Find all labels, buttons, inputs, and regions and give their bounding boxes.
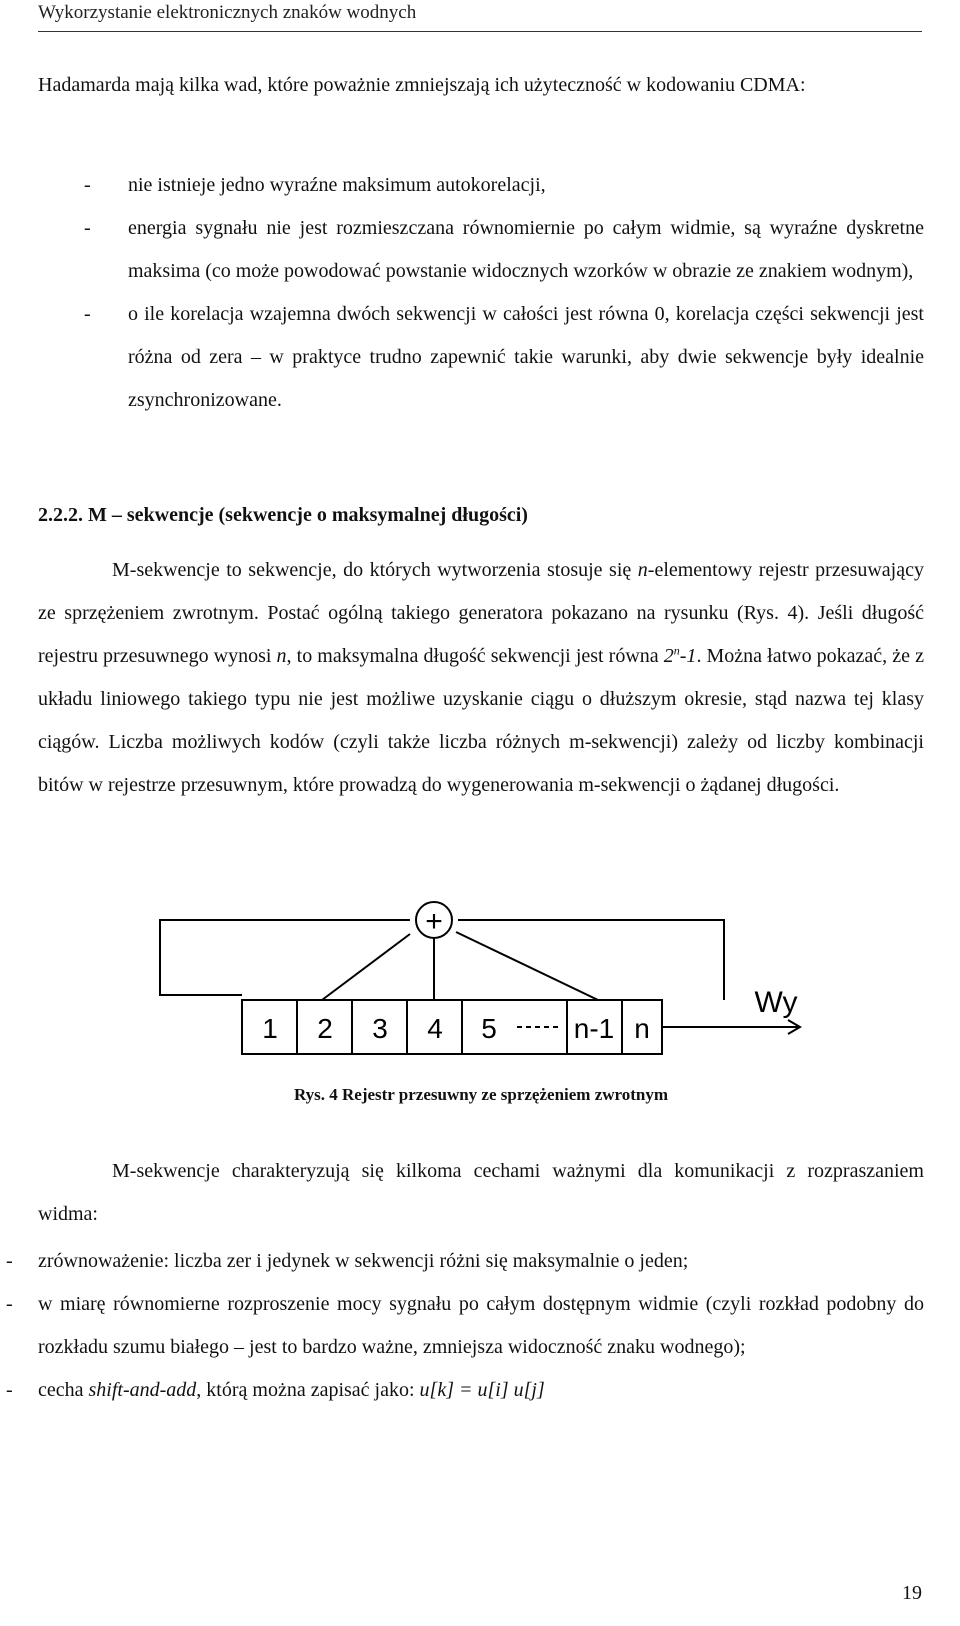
register-cell: 4: [427, 1013, 443, 1044]
drawbacks-list-wrap: [38, 164, 924, 422]
list-item-text: o ile korelacja wzajemna dwóch sekwencji w całości jest równa 0, korelacja części sekwencji jest różna od zera – w praktyce trudno zapewnić takie warunki, aby dwie sekwencje były idealnie zsynchronizowane.: [128, 303, 924, 411]
output-label: Wy: [754, 986, 798, 1019]
formula-base: 2: [663, 645, 674, 667]
tap-line: [456, 932, 598, 1000]
list-item-text: nie istnieje jedno wyraźne maksimum autokorelacji,: [128, 174, 546, 196]
formula-minus-one: -1: [679, 645, 697, 667]
list-dash: -: [6, 1250, 13, 1272]
list-dash: -: [6, 1379, 13, 1401]
list-dash: -: [84, 217, 91, 239]
adder-plus: +: [425, 905, 443, 938]
tap-line: [322, 934, 410, 1000]
feedback-line-right: [458, 920, 724, 1000]
section-paragraph: [38, 549, 924, 807]
list-item: [38, 164, 924, 207]
header-rule: [38, 31, 922, 32]
register-cell: 2: [317, 1013, 333, 1044]
text-run: . Można łatwo pokazać, że z układu liniowego takiego typu nie jest możliwe uzyskanie ciągu o dłuższym okresie, stąd nazwa tej klasy ciągów. Liczba możliwych kodów (czyli także liczba różnych m-sekwencji) zależy od liczby kombinacji bitów w rejestrze przesuwnym, które prowadzą do wygenerowania m-sekwencji o żądanej długości.: [38, 645, 924, 796]
text-run: -elementowy rejestr przesuwający ze sprzężeniem zwrotnym. Postać ogólną takiego generatora pokazano na rysunku (Rys. 4). Jeśli długość rejestru przesuwnego wynosi: [38, 559, 924, 667]
list-item: [0, 1240, 924, 1283]
formula: u[k] = u[i] u[j]: [419, 1379, 545, 1401]
page-number: 19: [902, 1582, 922, 1604]
features-section: [38, 1150, 924, 1236]
register-cell: 3: [372, 1013, 388, 1044]
features-intro: M-sekwencje charakteryzują się kilkoma cechami ważnymi dla komunikacji z rozpraszaniem widma:: [38, 1160, 924, 1225]
register-cell: n-1: [573, 1013, 615, 1044]
running-header: Wykorzystanie elektronicznych znaków wodnych: [38, 2, 417, 23]
list-item-text: zrównoważenie: liczba zer i jedynek w sekwencji różni się maksymalnie o jeden;: [38, 1250, 689, 1272]
list-dash: -: [6, 1293, 13, 1315]
intro-section: [38, 64, 924, 107]
list-item: [0, 1369, 924, 1412]
features-list-wrap: [0, 1240, 924, 1412]
list-item: [0, 1283, 924, 1369]
section-heading-wrap: [38, 504, 924, 527]
feedback-line: [160, 920, 410, 995]
features-list: [0, 1240, 924, 1412]
text-run: M-sekwencje to sekwencje, do których wytworzenia stosuje się: [112, 559, 638, 581]
var-n: n: [276, 645, 287, 667]
shift-register-diagram: [0, 890, 960, 1070]
list-dash: -: [84, 174, 91, 196]
list-dash: -: [84, 303, 91, 325]
drawbacks-list: [38, 164, 924, 422]
section-body: [38, 549, 924, 807]
list-item-text: w miarę równomierne rozproszenie mocy sygnału po całym dostępnym widmie (czyli rozkład podobny do rozkładu szumu białego – jest to bardzo ważne, zmniejsza widoczność znaku wodnego);: [38, 1293, 924, 1358]
register-cell: 5: [481, 1013, 497, 1044]
list-item: [38, 207, 924, 293]
text-run: , którą można zapisać jako:: [196, 1379, 420, 1401]
var-n: n: [637, 559, 648, 581]
register-cell: 1: [262, 1013, 278, 1044]
list-item-text: energia sygnału nie jest rozmieszczana równomiernie po całym widmie, są wyraźne dyskretne maksima (co może powodować powstanie widocznych wzorków w obrazie ze znakiem wodnym),: [128, 217, 924, 282]
intro-paragraph: Hadamarda mają kilka wad, które poważnie zmniejszają ich użyteczność w kodowaniu CDMA:: [38, 74, 806, 96]
text-run: cecha: [38, 1379, 89, 1401]
formula-exponent: n: [673, 643, 680, 658]
text-run: , to maksymalna długość sekwencji jest równa: [286, 645, 664, 667]
term-shift-and-add: shift-and-add: [88, 1379, 197, 1401]
figure-caption: Rys. 4 Rejestr przesuwny ze sprzężeniem zwrotnym: [293, 1085, 669, 1104]
section-heading: 2.2.2. M – sekwencje (sekwencje o maksymalnej długości): [38, 504, 528, 526]
register-cell: n: [634, 1013, 650, 1044]
list-item: [38, 293, 924, 422]
